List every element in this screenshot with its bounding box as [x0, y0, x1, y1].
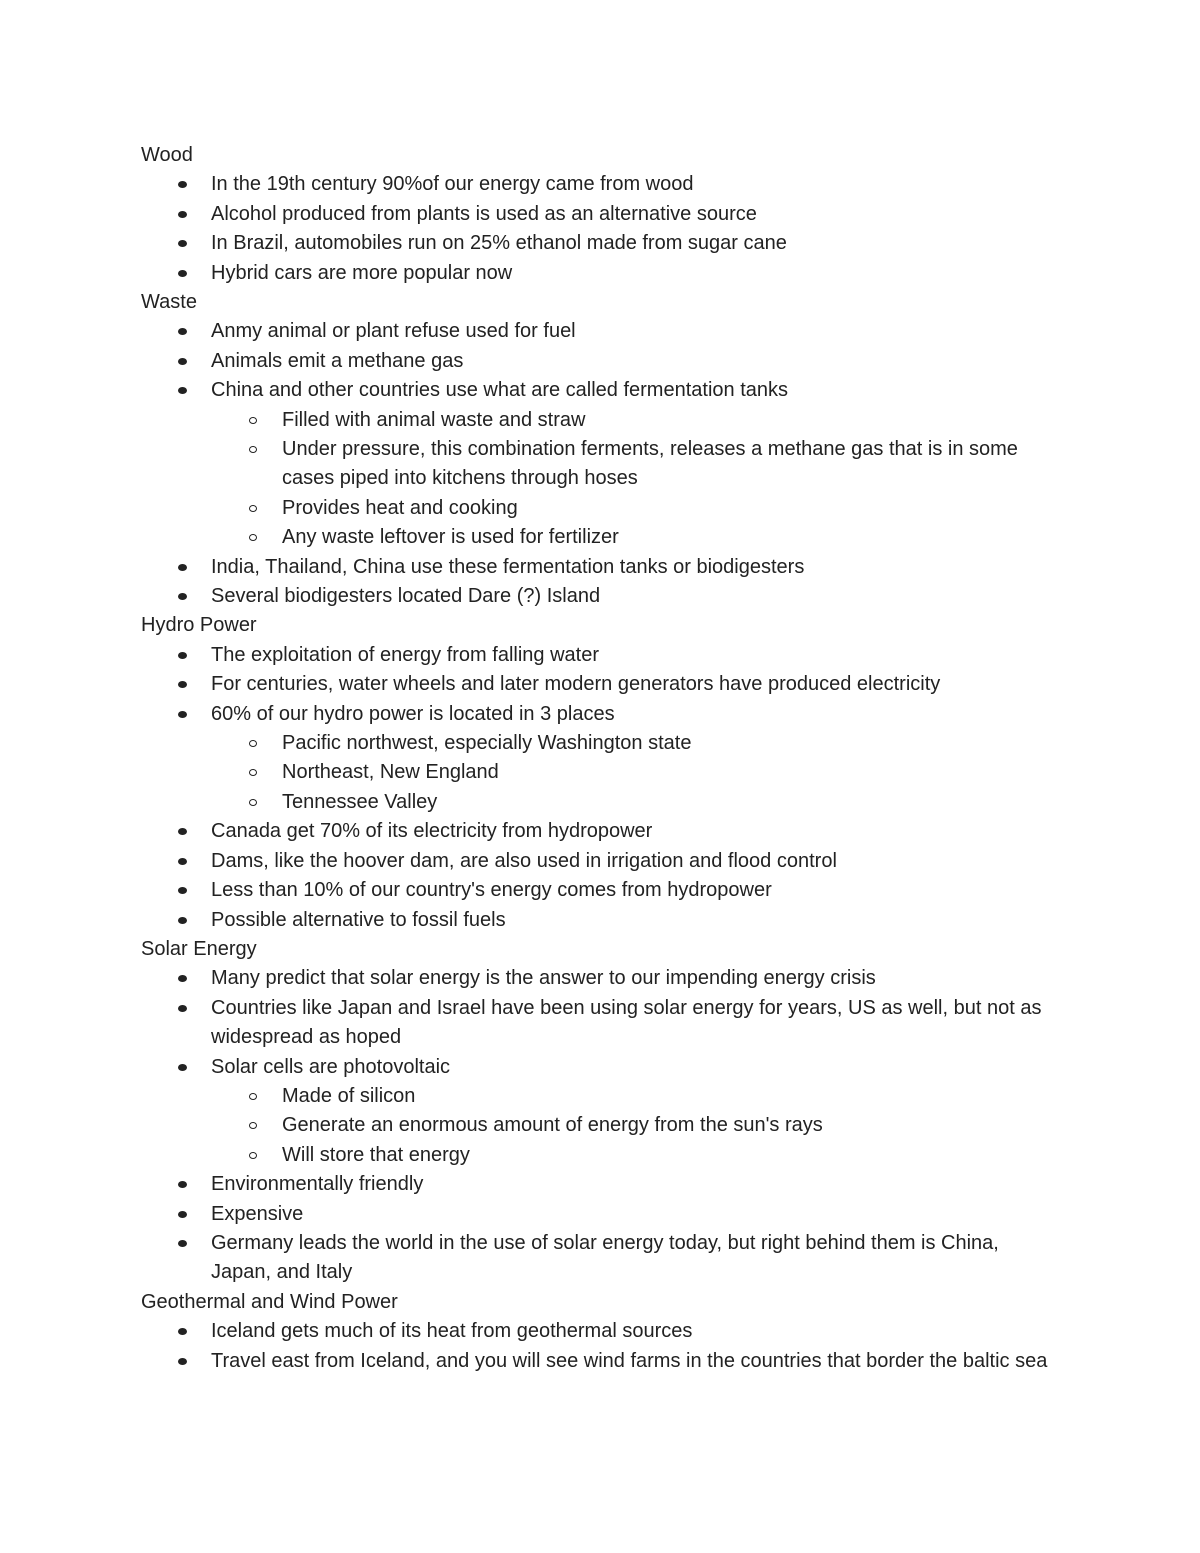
- sub-list-item: [141, 1082, 1061, 1111]
- list-item-text: China and other countries use what are called fermentation tanks: [211, 379, 789, 402]
- list-item-text: Expensive: [211, 1202, 304, 1225]
- hollow-circle-bullet-icon: [249, 1141, 261, 1170]
- list-item: [141, 376, 1061, 405]
- list-item-text: For centuries, water wheels and later modern generators have produced electricity: [211, 673, 941, 696]
- list-item-text: Germany leads the world in the use of solar energy today, but right behind them is China, Japan, and Italy: [211, 1231, 999, 1284]
- section-heading: Geothermal and Wind Power: [141, 1290, 398, 1313]
- section: [141, 288, 1061, 611]
- sub-list-item: [141, 523, 1061, 552]
- list-item: [141, 817, 1061, 846]
- filled-disc-bullet-icon: [178, 641, 190, 670]
- list-item-text: Travel east from Iceland, and you will see wind farms in the countries that border the baltic sea: [211, 1349, 1048, 1372]
- list-item: [141, 1347, 1061, 1376]
- filled-disc-bullet-icon: [178, 906, 190, 935]
- hollow-circle-bullet-icon: [249, 523, 261, 552]
- list-item-text: Will store that energy: [282, 1143, 470, 1166]
- filled-disc-bullet-icon: [178, 994, 190, 1023]
- filled-disc-bullet-icon: [178, 376, 190, 405]
- list-item-text: Generate an enormous amount of energy from the sun's rays: [282, 1114, 823, 1137]
- bullet-list: [141, 1317, 1061, 1376]
- hollow-circle-bullet-icon: [249, 1082, 261, 1111]
- filled-disc-bullet-icon: [178, 964, 190, 993]
- list-item-text: Iceland gets much of its heat from geothermal sources: [211, 1320, 693, 1343]
- section: [141, 141, 1061, 288]
- list-item-text: Many predict that solar energy is the answer to our impending energy crisis: [211, 967, 876, 990]
- list-item-text: Under pressure, this combination ferments, releases a methane gas that is in some cases piped into kitchens through hoses: [282, 438, 1018, 490]
- hollow-circle-bullet-icon: [249, 729, 261, 758]
- filled-disc-bullet-icon: [178, 670, 190, 699]
- list-item: [141, 200, 1061, 229]
- hollow-circle-bullet-icon: [249, 406, 261, 435]
- list-item-text: Pacific northwest, especially Washington state: [282, 732, 692, 755]
- list-item: [141, 553, 1061, 582]
- filled-disc-bullet-icon: [178, 259, 190, 288]
- filled-disc-bullet-icon: [178, 582, 190, 611]
- sub-list-item: [141, 788, 1061, 817]
- list-item: [141, 906, 1061, 935]
- hollow-circle-bullet-icon: [249, 435, 261, 464]
- list-item-text: Canada get 70% of its electricity from hydropower: [211, 820, 653, 843]
- list-item: [141, 582, 1061, 611]
- filled-disc-bullet-icon: [178, 170, 190, 199]
- filled-disc-bullet-icon: [178, 876, 190, 905]
- list-item-text: Dams, like the hoover dam, are also used in irrigation and flood control: [211, 849, 837, 872]
- list-item-text: Tennessee Valley: [282, 790, 438, 813]
- list-item: [141, 1170, 1061, 1199]
- filled-disc-bullet-icon: [178, 1229, 190, 1258]
- document-body: [141, 141, 1061, 1376]
- hollow-circle-bullet-icon: [249, 494, 261, 523]
- list-item: [141, 700, 1061, 729]
- list-item-text: Several biodigesters located Dare (?) Island: [211, 585, 601, 608]
- sub-list-item: [141, 494, 1061, 523]
- list-item-text: Any waste leftover is used for fertilizer: [282, 526, 619, 549]
- bullet-list: [141, 170, 1061, 288]
- section: [141, 1288, 1061, 1376]
- filled-disc-bullet-icon: [178, 1347, 190, 1376]
- list-item-text: Provides heat and cooking: [282, 496, 518, 519]
- list-item-text: The exploitation of energy from falling water: [211, 643, 599, 666]
- bullet-list: [141, 964, 1061, 1287]
- filled-disc-bullet-icon: [178, 347, 190, 376]
- list-item: [141, 641, 1061, 670]
- section-heading: Waste: [141, 291, 197, 314]
- sub-list-item: [141, 758, 1061, 787]
- list-item: [141, 670, 1061, 699]
- list-item: [141, 347, 1061, 376]
- list-item-text: Countries like Japan and Israel have been using solar energy for years, US as well, but not as widespread as hoped: [211, 996, 1042, 1049]
- filled-disc-bullet-icon: [178, 553, 190, 582]
- list-item-text: Hybrid cars are more popular now: [211, 261, 513, 284]
- list-item-text: Made of silicon: [282, 1084, 416, 1107]
- section: [141, 611, 1061, 934]
- list-item: [141, 964, 1061, 993]
- filled-disc-bullet-icon: [178, 1317, 190, 1346]
- list-item: [141, 317, 1061, 346]
- sub-list-item: [141, 435, 1061, 494]
- list-item: [141, 1053, 1061, 1082]
- filled-disc-bullet-icon: [178, 1200, 190, 1229]
- section: [141, 935, 1061, 1288]
- list-item-text: Filled with animal waste and straw: [282, 408, 586, 431]
- list-item-text: India, Thailand, China use these fermentation tanks or biodigesters: [211, 555, 805, 578]
- list-item: [141, 994, 1061, 1053]
- list-item-text: Northeast, New England: [282, 761, 499, 784]
- list-item-text: Animals emit a methane gas: [211, 349, 464, 372]
- filled-disc-bullet-icon: [178, 817, 190, 846]
- list-item-text: 60% of our hydro power is located in 3 places: [211, 702, 615, 725]
- list-item: [141, 1317, 1061, 1346]
- list-item: [141, 229, 1061, 258]
- hollow-circle-bullet-icon: [249, 1111, 261, 1140]
- sub-list-item: [141, 406, 1061, 435]
- list-item: [141, 259, 1061, 288]
- bullet-list: [141, 317, 1061, 611]
- list-item: [141, 1200, 1061, 1229]
- list-item: [141, 170, 1061, 199]
- sub-list-item: [141, 729, 1061, 758]
- list-item-text: Solar cells are photovoltaic: [211, 1055, 451, 1078]
- list-item-text: In the 19th century 90%of our energy came from wood: [211, 173, 694, 196]
- filled-disc-bullet-icon: [178, 229, 190, 258]
- filled-disc-bullet-icon: [178, 317, 190, 346]
- sub-list-item: [141, 1111, 1061, 1140]
- list-item-text: Anmy animal or plant refuse used for fuel: [211, 320, 576, 343]
- section-heading: Solar Energy: [141, 937, 257, 960]
- list-item: [141, 1229, 1061, 1288]
- list-item-text: Alcohol produced from plants is used as an alternative source: [211, 202, 757, 225]
- filled-disc-bullet-icon: [178, 1170, 190, 1199]
- list-item-text: In Brazil, automobiles run on 25% ethanol made from sugar cane: [211, 232, 787, 255]
- filled-disc-bullet-icon: [178, 1053, 190, 1082]
- section-heading: Wood: [141, 144, 193, 166]
- hollow-circle-bullet-icon: [249, 758, 261, 787]
- bullet-list: [141, 641, 1061, 935]
- sub-list-item: [141, 1141, 1061, 1170]
- list-item-text: Possible alternative to fossil fuels: [211, 908, 506, 931]
- list-item-text: Less than 10% of our country's energy comes from hydropower: [211, 879, 772, 902]
- section-heading: Hydro Power: [141, 614, 257, 637]
- filled-disc-bullet-icon: [178, 700, 190, 729]
- list-item: [141, 847, 1061, 876]
- list-item-text: Environmentally friendly: [211, 1173, 424, 1196]
- list-item: [141, 876, 1061, 905]
- filled-disc-bullet-icon: [178, 200, 190, 229]
- filled-disc-bullet-icon: [178, 847, 190, 876]
- hollow-circle-bullet-icon: [249, 788, 261, 817]
